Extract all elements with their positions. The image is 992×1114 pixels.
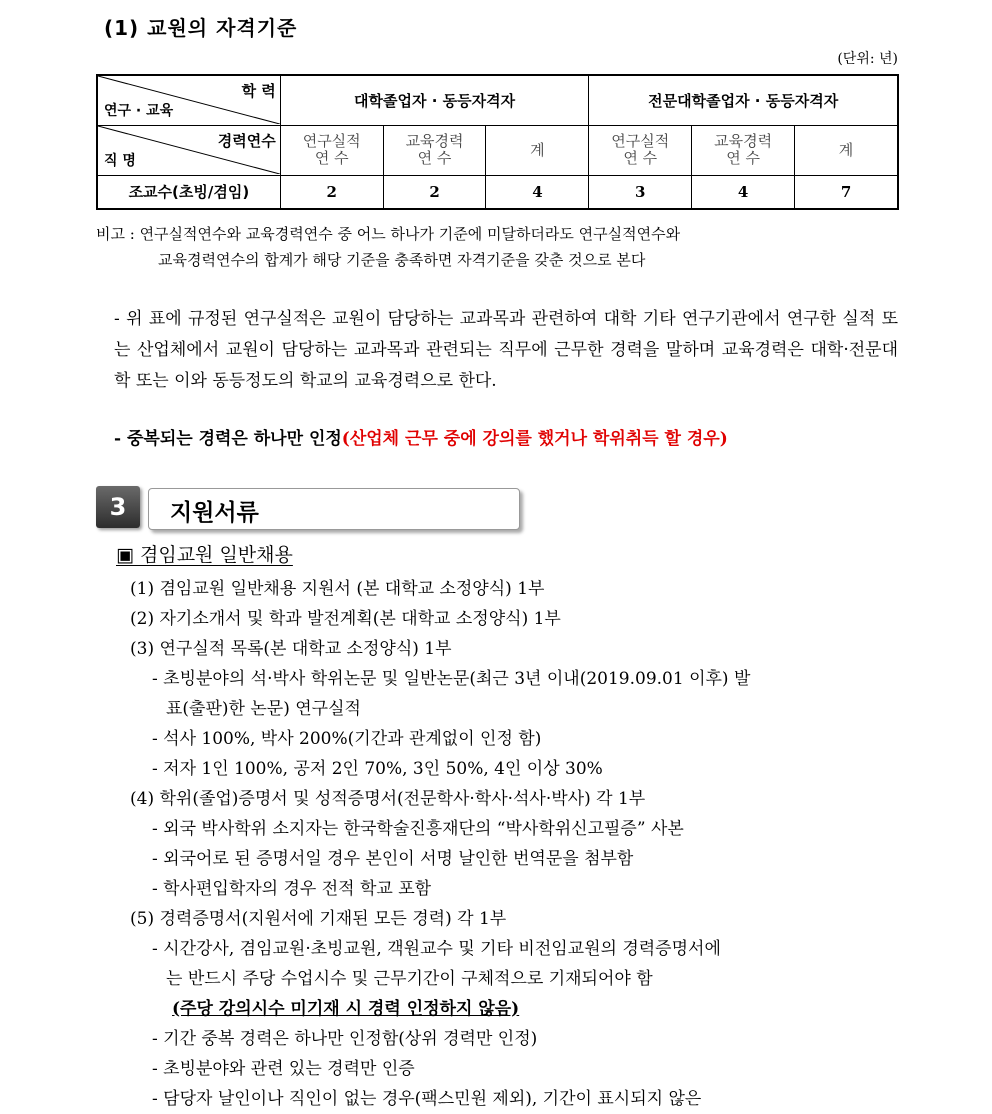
section-number-badge: 3 [96,486,140,528]
sub-header-total: 계 [486,125,589,175]
list-item: - 외국 박사학위 소지자는 한국학술진흥재단의 “박사학위신고필증” 사본 [152,819,684,839]
value-cell: 4 [486,175,589,209]
group-header-1: 대학졸업자 · 동등자격자 [280,75,589,125]
note-line-1: 비고 : 연구실적연수와 교육경력연수 중 어느 하나가 기준에 미달하더라도 연구실적연수와 [96,225,681,243]
section-title: 지원서류 [170,500,259,526]
list-item: (2) 자기소개서 및 학과 발전계획(본 대학교 소정양식) 1부 [130,609,561,629]
value-cell: 4 [692,175,795,209]
list-item: (3) 연구실적 목록(본 대학교 소정양식) 1부 [130,639,452,659]
subheading: ▣ 겸임교원 일반채용 [116,544,293,566]
paragraph: - 위 표에 규정된 연구실적은 교원이 담당하는 교과목과 관련하여 대학 기타 연구기관에서 연구한 실적 또는 산업체에서 교원이 담당하는 교과목과 관련되는 직무에 근무한 경력을 말하며 교육경력은 대학·전문대학 또는 이와 동등정도의 학교의 교육경력으로 한다. [114,309,898,391]
list-item: - 석사 100%, 박사 200%(기간과 관계없이 인정 함) [152,729,542,749]
bold-note-red: (산업체 근무 중에 강의를 했거나 학위취득 할 경우) [341,429,728,449]
group-header-2: 전문대학졸업자 · 동등자격자 [589,75,898,125]
list-item: - 기간 중복 경력은 하나만 인정함(상위 경력만 인정) [152,1029,538,1049]
qualification-table [96,74,899,210]
bold-note [114,426,728,452]
sub-header-total-2: 계 [795,125,898,175]
list-item: - 초빙분야의 석·박사 학위논문 및 일반논문(최근 3년 이내(2019.09.01 이후) 발 [152,669,751,689]
bold-note-text: - 중복되는 경력은 하나만 인정 [114,429,342,449]
corner-header-cell-2 [97,125,280,175]
sub-header-research-2: 연구실적 연 수 [589,125,692,175]
list-item-emphasis: (주당 강의시수 미기재 시 경력 인정하지 않음) [172,999,520,1019]
row-label: 조교수(초빙/겸임) [97,175,280,209]
unit-label: (단위: 년) [837,51,898,67]
sub-header-teaching-2: 교육경력 연 수 [692,125,795,175]
corner-bottom-label: 연구 · 교육 [104,103,174,120]
list-item: - 외국어로 된 증명서일 경우 본인이 서명 날인한 번역문을 첨부함 [152,849,634,869]
value-cell: 2 [280,175,383,209]
value-cell: 2 [383,175,486,209]
corner-top-label: 학 력 [241,82,276,101]
note-line-2: 교육경력연수의 합계가 해당 기준을 충족하면 자격기준을 갖춘 것으로 본다 [158,251,646,269]
list-item: (4) 학위(졸업)증명서 및 성적증명서(전문학사·학사·석사·박사) 각 1부 [130,789,646,809]
list-item: - 학사편입학자의 경우 전적 학교 포함 [152,879,432,899]
list-item: - 저자 1인 100%, 공저 2인 70%, 3인 50%, 4인 이상 30% [152,759,603,779]
list-item: 표(출판)한 논문) 연구실적 [166,699,361,719]
corner-header-cell [97,75,280,125]
list-item: (1) 겸임교원 일반채용 지원서 (본 대학교 소정양식) 1부 [130,579,545,599]
list-item: - 담당자 날인이나 직인이 없는 경우(팩스민원 제외), 기간이 표시되지 않은 [152,1089,702,1109]
list-item: - 초빙분야와 관련 있는 경력만 인증 [152,1059,415,1079]
list-item: (5) 경력증명서(지원서에 기재된 모든 경력) 각 1부 [130,909,507,929]
value-cell: 7 [795,175,898,209]
value-cell: 3 [589,175,692,209]
corner2-bottom-label: 직 명 [104,153,136,169]
corner2-top-label: 경력연수 [217,132,276,150]
list-item: 는 반드시 주당 수업시수 및 근무기간이 구체적으로 기재되어야 함 [166,969,653,989]
sub-header-research: 연구실적 연 수 [280,125,383,175]
list-item: - 시간강사, 겸임교원·초빙교원, 객원교수 및 기타 비전임교원의 경력증명서에 [152,939,721,959]
sub-header-teaching: 교육경력 연 수 [383,125,486,175]
section-heading: (1) 교원의 자격기준 [104,16,298,40]
